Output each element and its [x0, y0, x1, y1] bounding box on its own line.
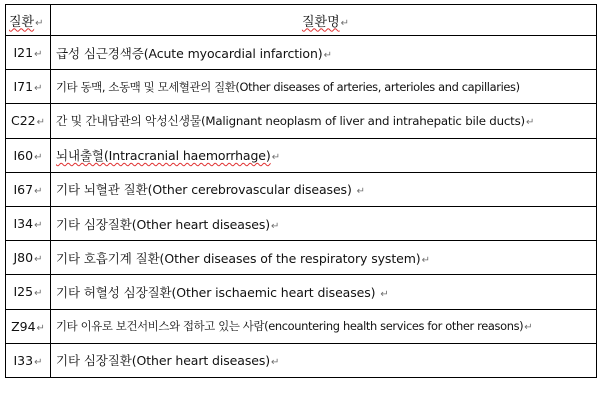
- paragraph-mark-icon: ↵: [34, 356, 43, 368]
- code-cell[interactable]: [6, 241, 51, 275]
- disease-name: 기타 호흡기계 질환(Other diseases of the respiratory system): [56, 250, 421, 266]
- table-row: [6, 309, 597, 343]
- name-cell[interactable]: [51, 70, 597, 104]
- paragraph-mark-icon: ↵: [525, 117, 535, 129]
- paragraph-mark-icon: ↵: [524, 322, 533, 334]
- paragraph-mark-icon: ↵: [271, 357, 280, 369]
- code-cell[interactable]: [6, 343, 51, 377]
- table-row: [6, 138, 597, 172]
- disease-table: [5, 4, 597, 378]
- code-cell[interactable]: [6, 104, 51, 138]
- header-name-label: 질환명: [301, 14, 340, 30]
- disease-code: C22: [10, 113, 36, 129]
- disease-name: 기타 심장질환(Other heart diseases): [56, 216, 271, 232]
- paragraph-mark-icon: ↵: [36, 322, 45, 334]
- code-cell[interactable]: [6, 206, 51, 240]
- header-code-label: 질환: [9, 14, 35, 30]
- disease-name: 기타 이유로 보건서비스와 접하고 있는 사람(encountering health services for other reasons): [56, 319, 524, 334]
- disease-code: I34: [13, 216, 34, 232]
- disease-code: Z94: [11, 318, 36, 334]
- header-cell-name[interactable]: [51, 5, 597, 36]
- code-cell[interactable]: [6, 172, 51, 206]
- name-cell[interactable]: [51, 206, 597, 240]
- paragraph-mark-icon: ↵: [36, 117, 46, 129]
- paragraph-mark-icon: ↵: [34, 220, 43, 232]
- table-row: [6, 104, 597, 138]
- name-cell[interactable]: [51, 275, 597, 309]
- code-cell[interactable]: [6, 70, 51, 104]
- paragraph-mark-icon: ↵: [323, 49, 332, 61]
- table-row: [6, 241, 597, 275]
- disease-code: J80: [13, 250, 34, 266]
- name-cell[interactable]: [51, 104, 597, 138]
- paragraph-mark-icon: ↵: [340, 17, 350, 29]
- paragraph-mark-icon: ↵: [35, 17, 44, 29]
- disease-code: I21: [13, 45, 34, 61]
- paragraph-mark-icon: ↵: [356, 186, 365, 198]
- table-row: [6, 343, 597, 377]
- code-cell[interactable]: [6, 275, 51, 309]
- paragraph-mark-icon: ↵: [421, 254, 430, 266]
- paragraph-mark-icon: ↵: [34, 185, 43, 197]
- table-row: [6, 36, 597, 70]
- name-cell[interactable]: [51, 241, 597, 275]
- disease-name: 기타 허혈성 심장질환(Other ischaemic heart diseases): [56, 284, 380, 300]
- disease-code: I71: [13, 79, 34, 95]
- paragraph-mark-icon: ↵: [271, 220, 280, 232]
- code-cell[interactable]: [6, 36, 51, 70]
- disease-name: 뇌내출혈(Intracranial haemorrhage): [56, 148, 271, 164]
- name-cell[interactable]: [51, 309, 597, 343]
- paragraph-mark-icon: ↵: [34, 288, 43, 300]
- paragraph-mark-icon: ↵: [34, 254, 43, 266]
- paragraph-mark-icon: ↵: [271, 152, 280, 164]
- name-cell[interactable]: [51, 172, 597, 206]
- disease-code: I67: [13, 181, 34, 197]
- code-cell[interactable]: [6, 309, 51, 343]
- disease-name: 급성 심근경색증(Acute myocardial infarction): [56, 45, 323, 61]
- header-cell-code[interactable]: [6, 5, 51, 36]
- paragraph-mark-icon: ↵: [34, 151, 43, 163]
- table-row: [6, 172, 597, 206]
- disease-code: I60: [13, 147, 34, 163]
- disease-name: 기타 동맥, 소동맥 및 모세혈관의 질환(Other diseases of arteries, arterioles and capillaries): [56, 79, 520, 94]
- name-cell[interactable]: [51, 343, 597, 377]
- disease-name: 간 및 간내담관의 악성신생물(Malignant neoplasm of liver and intrahepatic bile ducts): [56, 114, 525, 129]
- table-row: [6, 206, 597, 240]
- header-row: [6, 5, 597, 36]
- table-row: [6, 275, 597, 309]
- disease-name: 기타 뇌혈관 질환(Other cerebrovascular diseases): [56, 182, 356, 198]
- name-cell[interactable]: [51, 36, 597, 70]
- paragraph-mark-icon: ↵: [34, 83, 43, 95]
- code-cell[interactable]: [6, 138, 51, 172]
- name-cell[interactable]: [51, 138, 597, 172]
- paragraph-mark-icon: ↵: [380, 288, 389, 300]
- disease-code: I25: [13, 284, 34, 300]
- paragraph-mark-icon: ↵: [34, 49, 43, 61]
- table-row: [6, 70, 597, 104]
- disease-name: 기타 심장질환(Other heart diseases): [56, 353, 271, 369]
- disease-code: I33: [13, 352, 34, 368]
